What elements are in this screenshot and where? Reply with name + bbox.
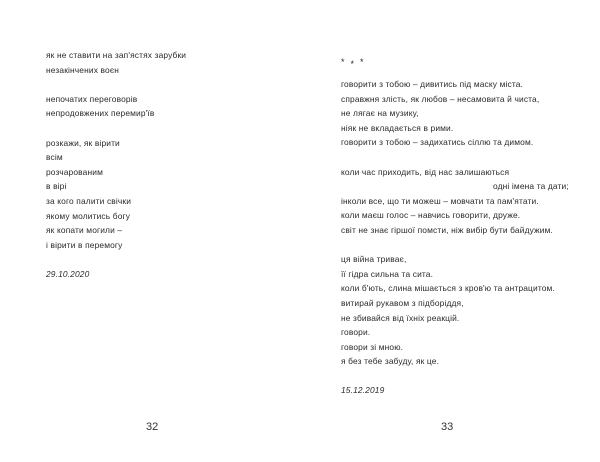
- poem-line: за кого палити свічки: [46, 195, 132, 206]
- star-icon: *: [360, 57, 370, 67]
- poem-line: я без тебе забуду, як це.: [341, 356, 440, 367]
- poem-line: як не ставити на зап'ястях зарубки: [46, 50, 187, 60]
- poem-date: 15.12.2019: [341, 385, 385, 396]
- poem-line: витирай рукавом з підборіддя,: [341, 297, 464, 308]
- poem-line: не лягає на музику,: [341, 108, 419, 119]
- poem-date: 29.10.2020: [46, 268, 90, 279]
- poem-line: розчарованим: [46, 166, 103, 177]
- poem-text: [46, 48, 186, 282]
- poem-line: і вірити в перемогу: [46, 239, 123, 250]
- poem-line: не збивайся від їхніх реакцій.: [341, 312, 460, 323]
- stanza-break: [341, 369, 569, 384]
- stanza-break: [46, 252, 186, 267]
- poem-line: інколи все, що ти можеш – мовчати та пам'ятати.: [341, 195, 539, 206]
- stanza-break: [46, 121, 186, 136]
- poem-line: ніяк не вкладається в рими.: [341, 122, 454, 133]
- poem-line: одні імена та дати;: [493, 181, 569, 192]
- page-number: 33: [441, 421, 454, 433]
- poem-line: говори зі мною.: [341, 341, 404, 352]
- poem-line: говорити з тобою – задихатись сіллю та димом.: [341, 137, 534, 148]
- asterism-separator: [341, 57, 370, 67]
- page-number: 32: [146, 421, 159, 433]
- star-icon: *: [350, 59, 361, 69]
- star-icon: *: [341, 57, 351, 67]
- poem-line: ця війна триває,: [341, 254, 407, 265]
- poem-line: світ не знає гіршої помсти, ніж вибір бути байдужим.: [341, 224, 554, 235]
- stanza-break: [341, 150, 569, 165]
- poem-line: як копати могили –: [46, 225, 123, 236]
- poem-line: всім: [46, 152, 63, 163]
- poem-line: коли б'ють, слина мішається з кров'ю та антрацитом.: [341, 283, 555, 294]
- poem-line: незакінчених воєн: [46, 64, 120, 75]
- poem-line: непродовжених перемир'їв: [46, 108, 155, 119]
- stanza-break: [46, 77, 186, 92]
- poem-line: її гідра сильна та сита.: [341, 268, 434, 279]
- poem-line: розкажи, як вірити: [46, 137, 120, 148]
- poem-line: справжня злість, як любов – несамовита й чиста,: [341, 93, 540, 104]
- stanza-break: [341, 238, 569, 253]
- poem-line: говорити з тобою – дивитись під маску міста.: [341, 79, 524, 89]
- poem-line: коли час приходить, від нас залишаються: [341, 166, 510, 177]
- poem-text: [341, 77, 569, 398]
- poem-line: якому молитись богу: [46, 210, 131, 221]
- right-page: [300, 0, 600, 462]
- poem-line: говори.: [341, 327, 371, 338]
- poem-line: в вірі: [46, 181, 67, 192]
- poem-line: коли маєш голос – навчись говорити, друже.: [341, 210, 521, 221]
- poem-line: непочатих переговорів: [46, 93, 138, 104]
